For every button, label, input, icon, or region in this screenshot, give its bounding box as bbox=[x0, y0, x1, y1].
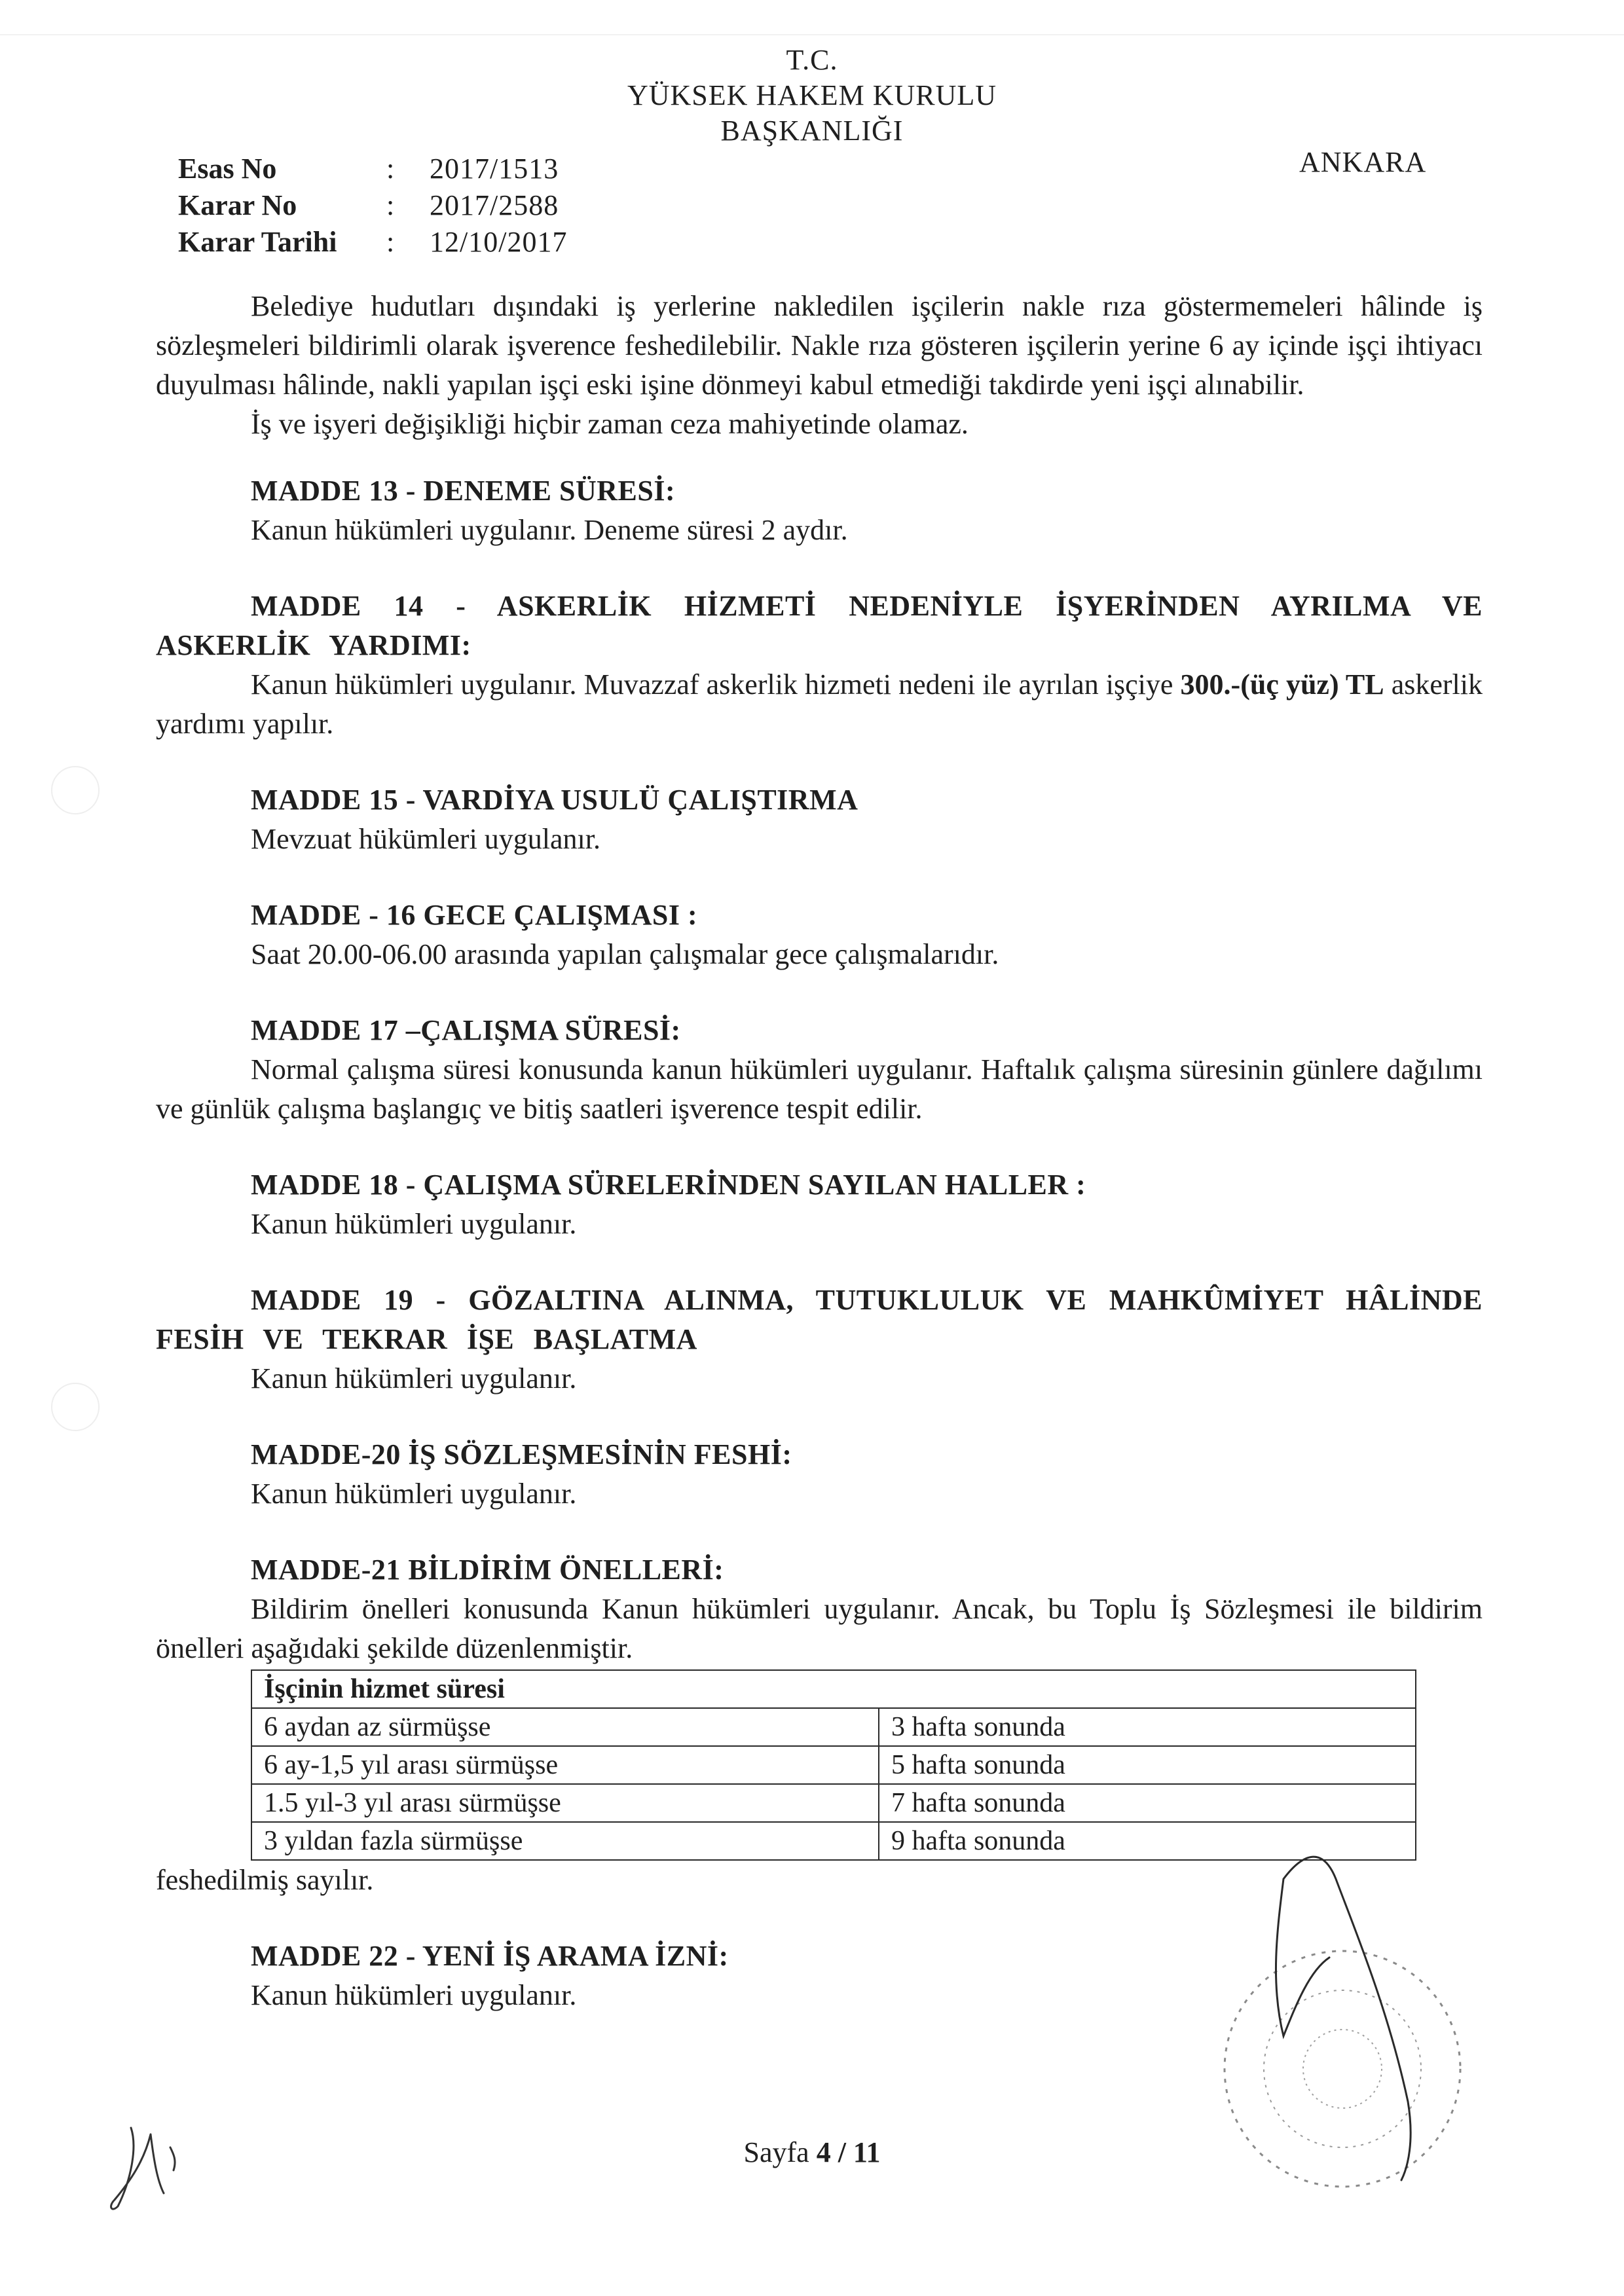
page-total: 11 bbox=[853, 2136, 881, 2168]
header-tc: T.C. bbox=[786, 44, 838, 76]
punch-hole-mark bbox=[51, 1383, 100, 1431]
article-19-text: Kanun hükümleri uygulanır. bbox=[251, 1362, 577, 1394]
top-edge-line bbox=[0, 34, 1624, 35]
notice-cell: 7 hafta sonunda bbox=[879, 1784, 1416, 1822]
article-19-title: MADDE 19 - GÖZALTINA ALINMA, TUTUKLULUK VE MAHKÛMİYET HÂLİNDE FESİH VE TEKRAR İŞE BAŞLATMA bbox=[156, 1284, 1483, 1355]
esas-value: 2017/1513 bbox=[430, 153, 559, 185]
duration-cell: 1.5 yıl-3 yıl arası sürmüşse bbox=[251, 1784, 879, 1822]
signature-initials-icon bbox=[92, 2108, 223, 2226]
official-seal-signature-icon bbox=[1192, 1840, 1493, 2206]
document-body bbox=[156, 287, 1483, 2015]
article-15-text: Mevzuat hükümleri uygulanır. bbox=[251, 823, 600, 855]
article-18-text: Kanun hükümleri uygulanır. bbox=[251, 1208, 577, 1240]
article-16-title: MADDE - 16 GECE ÇALIŞMASI : bbox=[251, 899, 698, 931]
karar-value: 2017/2588 bbox=[430, 189, 559, 221]
article-14-amount: 300.-(üç yüz) TL bbox=[1180, 668, 1384, 701]
notice-cell: 9 hafta sonunda bbox=[879, 1822, 1416, 1860]
article-20-text: Kanun hükümleri uygulanır. bbox=[251, 1478, 577, 1510]
tarih-colon: : bbox=[386, 226, 395, 258]
page-current: 4 bbox=[816, 2136, 831, 2168]
article-18-title: MADDE 18 - ÇALIŞMA SÜRELERİNDEN SAYILAN HALLER : bbox=[251, 1169, 1086, 1201]
intro-paragraph-2: İş ve işyeri değişikliği hiçbir zaman ceza mahiyetinde olamaz. bbox=[251, 408, 969, 440]
article-16-text: Saat 20.00-06.00 arasında yapılan çalışmalar gece çalışmalarıdır. bbox=[251, 938, 999, 970]
duration-cell: 3 yıldan fazla sürmüşse bbox=[251, 1822, 879, 1860]
article-13-title: MADDE 13 - DENEME SÜRESİ: bbox=[251, 475, 676, 507]
intro-paragraph-1: Belediye hudutları dışındaki iş yerlerine nakledilen işçilerin nakle rıza göstermemeleri hâlinde iş sözleşmeleri bildirimli olarak işverence feshedilebilir. Nakle rıza gösteren işçilerin yerine 6 ay içinde işçi ihtiyacı duyulması hâlinde, nakli yapılan işçi eski işine dönmeyi kabul etmediği takdirde yeni işçi alınabilir. bbox=[156, 290, 1483, 401]
page-label: Sayfa bbox=[743, 2136, 817, 2168]
punch-hole-mark bbox=[51, 766, 100, 814]
article-15-title: MADDE 15 - VARDİYA USULÜ ÇALIŞTIRMA bbox=[251, 784, 858, 816]
notice-period-table bbox=[251, 1669, 1416, 1861]
article-20-title: MADDE-20 İŞ SÖZLEŞMESİNİN FESHİ: bbox=[251, 1438, 792, 1470]
article-17-text: Normal çalışma süresi konusunda kanun hükümleri uygulanır. Haftalık çalışma süresinin günlere dağılımı ve günlük çalışma başlangıç ve bitiş saatleri işverence tespit edilir. bbox=[156, 1053, 1483, 1125]
tarih-value: 12/10/2017 bbox=[430, 226, 568, 258]
table-row bbox=[251, 1708, 1416, 1746]
header-city: ANKARA bbox=[1299, 146, 1427, 178]
table-header-row bbox=[251, 1670, 1416, 1708]
esas-colon: : bbox=[386, 153, 395, 185]
article-17-title: MADDE 17 –ÇALIŞMA SÜRESİ: bbox=[251, 1014, 681, 1046]
article-14-title: MADDE 14 - ASKERLİK HİZMETİ NEDENİYLE İŞYERİNDEN AYRILMA VE ASKERLİK YARDIMI: bbox=[156, 590, 1483, 661]
header-institution: YÜKSEK HAKEM KURULU bbox=[627, 79, 997, 111]
article-22-title: MADDE 22 - YENİ İŞ ARAMA İZNİ: bbox=[251, 1940, 729, 1972]
page-separator: / bbox=[830, 2136, 853, 2168]
table-row bbox=[251, 1784, 1416, 1822]
article-14-text-b: askerlik yardımı yapılır. bbox=[156, 668, 1483, 740]
article-21-after: feshedilmiş sayılır. bbox=[156, 1864, 374, 1896]
table-header-cell: İşçinin hizmet süresi bbox=[251, 1670, 1416, 1708]
notice-cell: 3 hafta sonunda bbox=[879, 1708, 1416, 1746]
table-row bbox=[251, 1746, 1416, 1784]
karar-colon: : bbox=[386, 189, 395, 221]
article-14-text-a: Kanun hükümleri uygulanır. Muvazzaf askerlik hizmeti nedeni ile ayrılan işçiye bbox=[251, 668, 1181, 701]
article-13-text: Kanun hükümleri uygulanır. Deneme süresi 2 aydır. bbox=[251, 514, 848, 546]
notice-cell: 5 hafta sonunda bbox=[879, 1746, 1416, 1784]
duration-cell: 6 ay-1,5 yıl arası sürmüşse bbox=[251, 1746, 879, 1784]
article-21-text: Bildirim önelleri konusunda Kanun hükümleri uygulanır. Ancak, bu Toplu İş Sözleşmesi ile bildirim önelleri aşağıdaki şekilde düzenlenmiştir. bbox=[156, 1593, 1483, 1664]
header-department: BAŞKANLIĞI bbox=[720, 115, 904, 147]
article-14-text bbox=[156, 665, 1483, 744]
esas-label: Esas No bbox=[178, 153, 277, 185]
karar-label: Karar No bbox=[178, 189, 297, 221]
article-22-text: Kanun hükümleri uygulanır. bbox=[251, 1979, 577, 2011]
tarih-label: Karar Tarihi bbox=[178, 226, 337, 258]
duration-cell: 6 aydan az sürmüşse bbox=[251, 1708, 879, 1746]
article-21-title: MADDE-21 BİLDİRİM ÖNELLERİ: bbox=[251, 1554, 724, 1586]
